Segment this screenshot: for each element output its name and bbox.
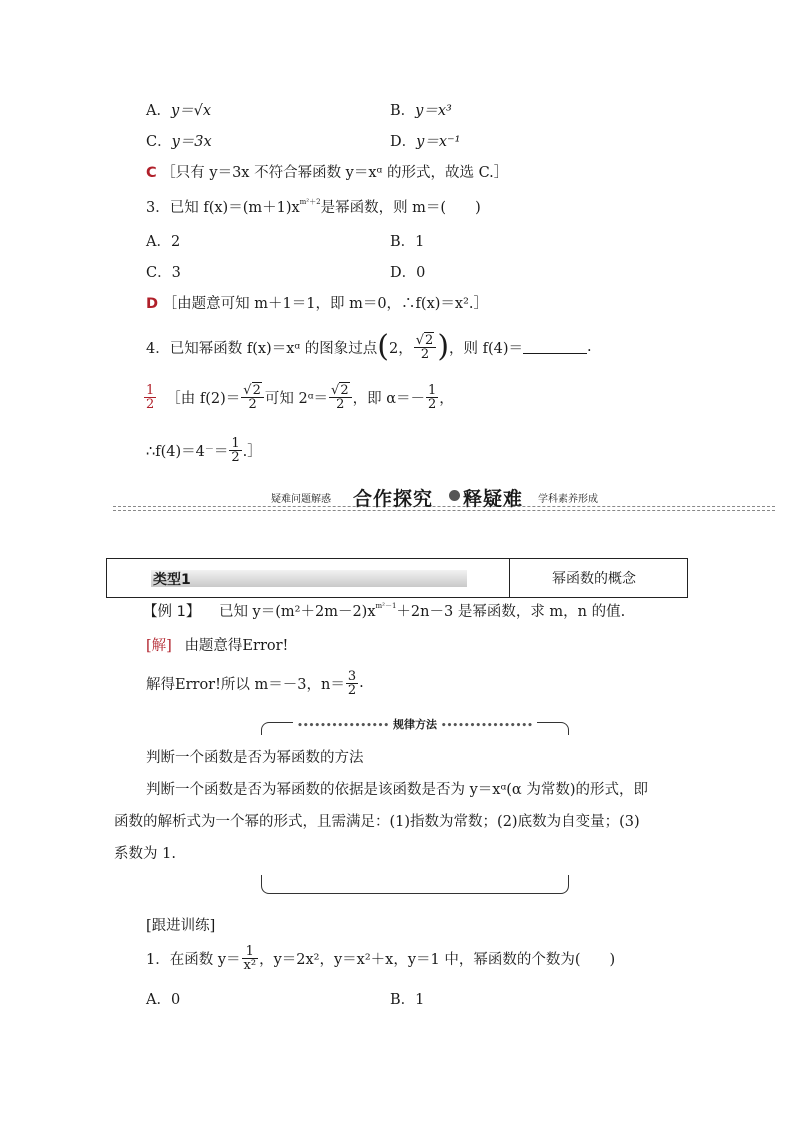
q3-option-c: C．3 xyxy=(146,265,181,281)
q2-answer-text: ［只有 y＝3x 不符合幂函数 y＝xᵅ 的形式，故选 C.］ xyxy=(161,165,509,181)
practice-q1-stem xyxy=(146,938,615,978)
q4-answer-denominator: 2 xyxy=(146,396,155,412)
method-label: •••••••••••••••• 规律方法 •••••••••••••••• xyxy=(270,716,560,732)
practice-q1-option-b: B．1 xyxy=(390,992,425,1008)
q4-answer-blank xyxy=(523,341,587,354)
example1-solution-line2 xyxy=(146,663,364,703)
practice-q1-option-a: A．0 xyxy=(146,992,181,1008)
q2-option-d-label: D． xyxy=(390,134,417,150)
q4-solution-numerator-2: 2 xyxy=(340,382,349,398)
practice-q1-numerator: 1 xyxy=(242,945,259,959)
example1-n-denominator: 2 xyxy=(347,682,357,698)
example1-label: 【例 1】 xyxy=(143,604,201,620)
type-box-divider xyxy=(509,559,510,597)
q3-answer-letter: D xyxy=(146,296,159,312)
q4-stem xyxy=(146,325,592,369)
q4-point-y-denominator: 2 xyxy=(420,346,430,362)
q4-line2-end: .］ xyxy=(242,443,262,460)
q2-option-b-value: y＝x³ xyxy=(415,103,452,119)
example1-solution-text-1: 由题意得Error! xyxy=(184,638,289,654)
q4-solution-fraction-1: $\frac{√2}{2}$ xyxy=(241,384,264,411)
q4-solution-part-b: 可知 2ᵅ＝ xyxy=(264,390,329,407)
q4-line2-denominator: 2 xyxy=(231,449,240,465)
section-banner xyxy=(113,484,775,514)
type-box-tag: 类型1 xyxy=(153,572,191,588)
q2-option-b xyxy=(390,99,452,120)
q4-point-y-numerator: 2 xyxy=(425,332,434,348)
example1-stem xyxy=(143,600,625,621)
method-paragraph-line2: 函数的解析式为一个幂的形式，且需满足：(1)指数为常数；(2)底数为自变量；(3) xyxy=(114,814,640,830)
example1-solution-text-2: 解得Error!所以 m＝－3，n＝ xyxy=(146,676,345,693)
q3-option-d: D．0 xyxy=(390,265,426,281)
q4-solution-numerator-1: 2 xyxy=(252,382,261,398)
banner-dashed-line-2 xyxy=(113,510,775,511)
example1-solution-end: . xyxy=(359,675,364,691)
q4-stem-part-a: 4．已知幂函数 f(x)＝xᵅ 的图象过点 xyxy=(146,340,378,357)
q4-solution-denominator-2: 2 xyxy=(336,396,345,412)
example1-stem-part-b: ＋2n－3 是幂函数，求 m，n 的值. xyxy=(396,604,626,620)
q4-solution-denominator-1: 2 xyxy=(248,396,257,412)
example1-stem-exponent: m²－1 xyxy=(375,602,397,610)
banner-dashed-line-1 xyxy=(113,506,775,507)
banner-main-title-2: 释疑难 xyxy=(463,488,524,510)
q4-answer-fraction xyxy=(144,384,156,411)
q4-solution-numerator-3: 1 xyxy=(428,382,437,398)
method-label-text: 规律方法 xyxy=(393,718,437,731)
practice-q1-part-b: ，y＝2x²，y＝x²＋x，y＝1 中，幂函数的个数为( ) xyxy=(259,951,616,968)
q4-solution-line1 xyxy=(143,377,454,417)
example1-solution-line1 xyxy=(146,634,288,655)
q4-right-paren: ) xyxy=(437,329,450,364)
q3-option-a: A．2 xyxy=(146,234,181,250)
q3-stem-part-b: 是幂函数，则 m＝( ) xyxy=(320,200,481,216)
q4-solution-denominator-3: 2 xyxy=(428,396,437,412)
q2-answer-letter: C xyxy=(146,165,157,181)
q2-option-b-label: B． xyxy=(390,103,416,119)
q4-solution-fraction-2: $\frac{√2}{2}$ xyxy=(329,384,352,411)
example1-solution-tag: [解] xyxy=(146,638,172,654)
q4-left-paren: ( xyxy=(377,329,389,364)
method-paragraph-line1: 判断一个函数是否为幂函数的依据是该函数是否为 y＝xᵅ(α 为常数)的形式，即 xyxy=(146,782,648,798)
q4-solution-part-d: ， xyxy=(439,390,454,407)
q3-option-b: B．1 xyxy=(390,234,425,250)
q2-option-d-value: y＝x⁻¹ xyxy=(416,134,461,150)
q2-option-a-value: y＝√x xyxy=(170,103,212,119)
q3-stem xyxy=(146,196,481,217)
q4-solution-part-c: ，即 α＝－ xyxy=(352,390,425,407)
q4-solution-fraction-3 xyxy=(426,384,438,411)
q3-stem-part-a: 3．已知 f(x)＝(m＋1)x xyxy=(146,200,300,216)
q4-solution-line2: ∴f(4)＝4 － ＝ $\frac{1}{2}$ .］ xyxy=(146,435,262,465)
banner-left-text: 疑难问题解惑 xyxy=(271,494,331,505)
practice-heading: [跟进训练] xyxy=(146,918,216,934)
q2-option-a-label: A． xyxy=(146,103,171,119)
q4-line2-part-b: ＝ xyxy=(213,443,229,460)
q2-option-a xyxy=(146,99,211,120)
example1-stem-part-a: 已知 y＝(m²＋2m－2)x xyxy=(218,604,376,620)
method-title: 判断一个函数是否为幂函数的方法 xyxy=(146,750,364,766)
q2-option-d xyxy=(390,130,460,151)
method-paragraph-line3: 系数为 1. xyxy=(114,846,176,862)
q3-answer-text: ［由题意可知 m＋1＝1，即 m＝0，∴f(x)＝x².］ xyxy=(162,296,489,312)
practice-q1-fraction xyxy=(242,945,259,972)
example1-n-fraction xyxy=(346,670,358,697)
q3-answer xyxy=(146,292,488,313)
q4-line2-numerator: 1 xyxy=(231,435,240,451)
q4-stem-part-b: ，则 f(4)＝ xyxy=(449,340,524,357)
type-box-name: 幂函数的概念 xyxy=(552,571,636,587)
practice-q1-denominator: x² xyxy=(243,957,257,973)
type-box-bar xyxy=(151,570,467,587)
banner-dot-icon xyxy=(449,490,460,501)
practice-q1-part-a: 1．在函数 y＝ xyxy=(146,951,241,968)
q2-option-c-value: y＝3x xyxy=(171,134,212,150)
q4-line2-fraction xyxy=(229,437,241,464)
q2-option-c-label: C． xyxy=(146,134,172,150)
q2-answer xyxy=(146,161,508,182)
example1-n-numerator: 3 xyxy=(347,668,357,684)
q4-point-y-fraction: $\frac{√2}{2}$ xyxy=(414,334,437,361)
type-box xyxy=(106,558,688,598)
q4-point-x: 2， xyxy=(389,340,413,357)
q3-stem-exponent: m²＋2 xyxy=(299,198,321,206)
q4-answer-numerator: 1 xyxy=(146,382,155,398)
q2-option-c xyxy=(146,130,212,151)
banner-right-text: 学科素养形成 xyxy=(538,494,598,505)
q4-solution-part-a: ［由 f(2)＝ xyxy=(166,390,241,407)
q4-stem-end: . xyxy=(587,339,592,355)
banner-main-title-1: 合作探究 xyxy=(353,488,434,510)
method-bracket-bottom xyxy=(261,875,569,894)
q4-line2-part-a: ∴f(4)＝4 xyxy=(146,443,205,460)
